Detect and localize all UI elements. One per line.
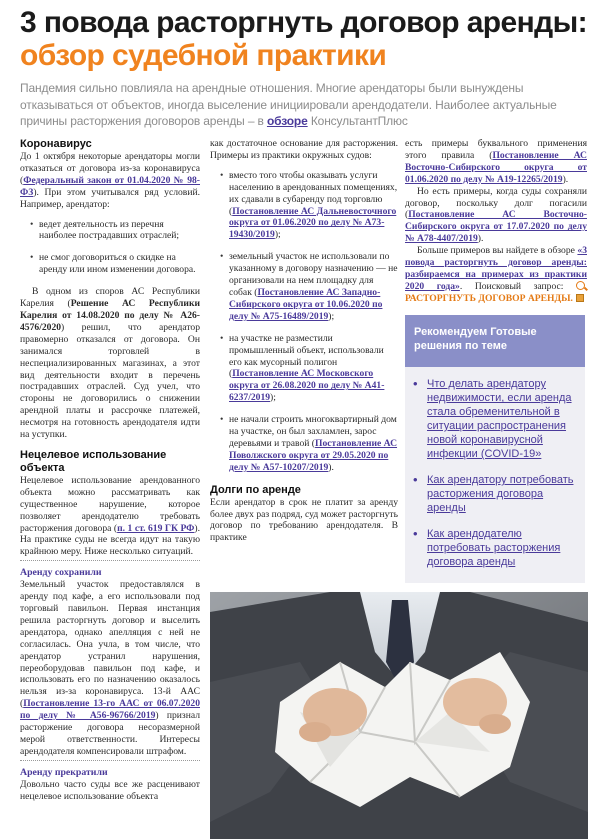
lead-link[interactable]: обзоре [266, 114, 308, 128]
law-link[interactable]: Федеральный закон от 01.04.2020 № 98-ФЗ [20, 174, 200, 198]
recommendation-item[interactable]: • Как арендодателю потребовать расторжения договора аренды [413, 527, 579, 569]
paragraph: Больше примеров вы найдете в обзоре «3 повода расторгнуть договор аренды: разбираемся на примерах из практики 2020 года». Поисковый запрос: РАСТОРГНУТЬ ДОГОВОР АРЕНДЫ. [405, 245, 587, 304]
title-part-1: 3 повода расторгнуть договор аренды: [20, 6, 587, 39]
review-link[interactable]: «3 повода расторгнуть договор аренды: разбираемся на примерах из практики 2020 года» [405, 245, 587, 292]
decision-ref: Решение АС Республики Карелия от 14.08.2020 по делу № А26-4576/2020 [20, 298, 200, 333]
title-part-2: обзор судебной практики [20, 39, 387, 72]
lead-text: Пандемия сильно повлияла на арендные отношения. Многие арендаторы были вынуждены отказываться от объектов, иногда выселение инициировали арендодатели. Наиболее актуальные причины расторжения договоров аренды – в [20, 81, 557, 128]
lead-tail: КонсультантПлюс [307, 114, 408, 128]
list-item: • ведет деятельность из перечня наиболее пострадавших отраслей; [30, 219, 200, 243]
paragraph: Нецелевое использование арендованного объекта можно рассматривать как существенное нарушение, которое позволяет арендодателю требовать расторжения договора (п. 1 ст. 619 ГК РФ). На практике суды не всегда идут на такую крайнюю меру. Ниже несколько ситуаций. [20, 474, 200, 558]
section-heading-misuse: Нецелевое использование объекта [20, 448, 167, 474]
list-item: • на участке не разместили промышленный объект, использовали его как мусорный полигон (Постановление АС Московского округа от 26.08.2020 по делу № А41-6237/2019); [220, 333, 398, 404]
ruling-link[interactable]: Постановление АС Восточно-Сибирского округа от 17.07.2020 по делу № А78-4407/2019 [405, 209, 587, 245]
list-item: • вместо того чтобы оказывать услуги населению в арендованных помещениях, их сдавали в субаренду под торговлю (Постановление АС Дальневосточного округа от 01.06.2020 по делу № А73-19430/2019); [220, 170, 398, 241]
paragraph: Земельный участок предоставлялся в аренду под кафе, а его использовали под торговый павильон. Первая инстанция решила расторгнуть договор и выселить арендатора, однако апелляция с ней не согласилась. Она учла, в том числе, что арендатор устранил нарушения, переоборудовав павильон под кафе, и использовать его по назначению оказалось нельзя из-за коронавируса. 13-й ААС (Постановление 13-го ААС от 06.07.2020 по делу № А56-96766/2019) признал расторжение договора несоразмерной мерой ответственности. Интересы арендодателя компенсировали штрафом. [20, 579, 200, 757]
paragraph: есть примеры буквального применения этого правила (Постановление АС Восточно-Сибирского округа от 01.06.2020 по делу № А19-12265/2019). [405, 138, 587, 185]
ruling-link[interactable]: Постановление АС Московского округа от 26.08.2020 по делу № А41-6237/2019 [229, 368, 385, 404]
ruling-link[interactable]: Постановление 13-го ААС от 06.07.2020 по делу № А56-96766/2019 [20, 698, 200, 722]
search-query[interactable]: РАСТОРГНУТЬ ДОГОВОР АРЕНДЫ. [405, 292, 573, 304]
code-link[interactable]: п. 1 ст. 619 ГК РФ [117, 522, 195, 534]
bullet-list [30, 219, 200, 277]
recommendation-item[interactable]: • Что делать арендатору недвижимости, если аренда стала обременительной в ситуации распространения новой коронавирусной инфекции (COVID-19» [413, 377, 579, 461]
section-heading-debts: Долги по аренде [210, 483, 301, 496]
paragraph: Довольно часто суды все же расценивают нецелевое использование объекта [20, 778, 200, 802]
page-title [20, 6, 590, 72]
torn-contract-photo [210, 592, 588, 839]
list-item: • не смог договориться о скидке на аренду или ином изменении договора. [30, 252, 200, 276]
ruling-link[interactable]: Постановление АС Западно-Сибирского округа от 10.06.2020 по делу № А75-16489/2019 [229, 286, 383, 322]
lead-paragraph [20, 80, 590, 130]
ruling-link[interactable]: Постановление АС Восточно-Сибирского округа от 01.06.2020 по делу № А19-12265/2019 [405, 149, 587, 185]
paragraph: Но есть примеры, когда суды сохраняли договор, поскольку долг погасили (Постановление АС Восточно-Сибирского округа от 17.07.2020 по делу № А78-4407/2019). [405, 185, 587, 245]
subheading-kept: Аренду сохранили [20, 567, 102, 579]
recommendation-list [405, 367, 585, 569]
divider [20, 560, 200, 561]
recommendation-panel [405, 315, 585, 583]
recommendation-header: Рекомендуем Готовые решения по теме [405, 315, 585, 367]
ruling-link[interactable]: Постановление АС Поволжского округа от 29.05.2020 по делу № А57-10207/2019 [229, 437, 398, 473]
paragraph: Если арендатор в срок не платит за аренду более двух раз подряд, суд может расторгнуть договор по требованию арендодателя. В практике [210, 496, 398, 544]
paragraph: До 1 октября некоторые арендаторы могли отказаться от договора из-за коронавируса (Федеральный закон от 01.04.2020 № 98-ФЗ). При этом учитывался ряд условий. Например, арендатор: [20, 151, 200, 210]
column-3 [405, 138, 587, 305]
subheading-terminated: Аренду прекратили [20, 766, 108, 778]
recommendation-item[interactable]: • Как арендатору потребовать расторжения договора аренды [413, 473, 579, 515]
paragraph: как достаточное основание для расторжения. Примеры из практики окружных судов: [210, 138, 398, 161]
list-item: • не начали строить многоквартирный дом на участке, он был захламлен, зарос деревьями и травой (Постановление АС Поволжского округа от 29.05.2020 по делу № А57-10207/2019). [220, 414, 398, 474]
search-icon [576, 281, 585, 290]
column-2 [210, 138, 398, 544]
divider [20, 760, 200, 761]
end-mark-icon [576, 294, 584, 302]
list-item: • земельный участок не использовали по указанному в договору назначению — не организовали на нем площадку для собак (Постановление АС Западно-Сибирского округа от 10.06.2020 по делу № А75-16489/2019); [220, 251, 398, 322]
column-1 [20, 138, 200, 803]
paragraph: В одном из споров АС Республики Карелия (Решение АС Республики Карелия от 14.08.2020 по делу № А26-4576/2020) решил, что арендатор правомерно отказался от договора. Он занимался торговлей в неспециализированных магазинах, а этот вид деятельности входит в перечень пострадавших отраслей. Суд учел, что стороны не договорились о снижении арендной платы и рассрочке платежей, несмотря на готовность арендодателя идти на уступки. [20, 286, 200, 441]
section-heading-coronavirus: Коронавирус [20, 138, 92, 150]
photo-illustration [210, 592, 588, 839]
bullet-list [220, 170, 398, 474]
ruling-link[interactable]: Постановление АС Дальневосточного округа от 01.06.2020 по делу № А73-19430/2019 [229, 205, 397, 241]
